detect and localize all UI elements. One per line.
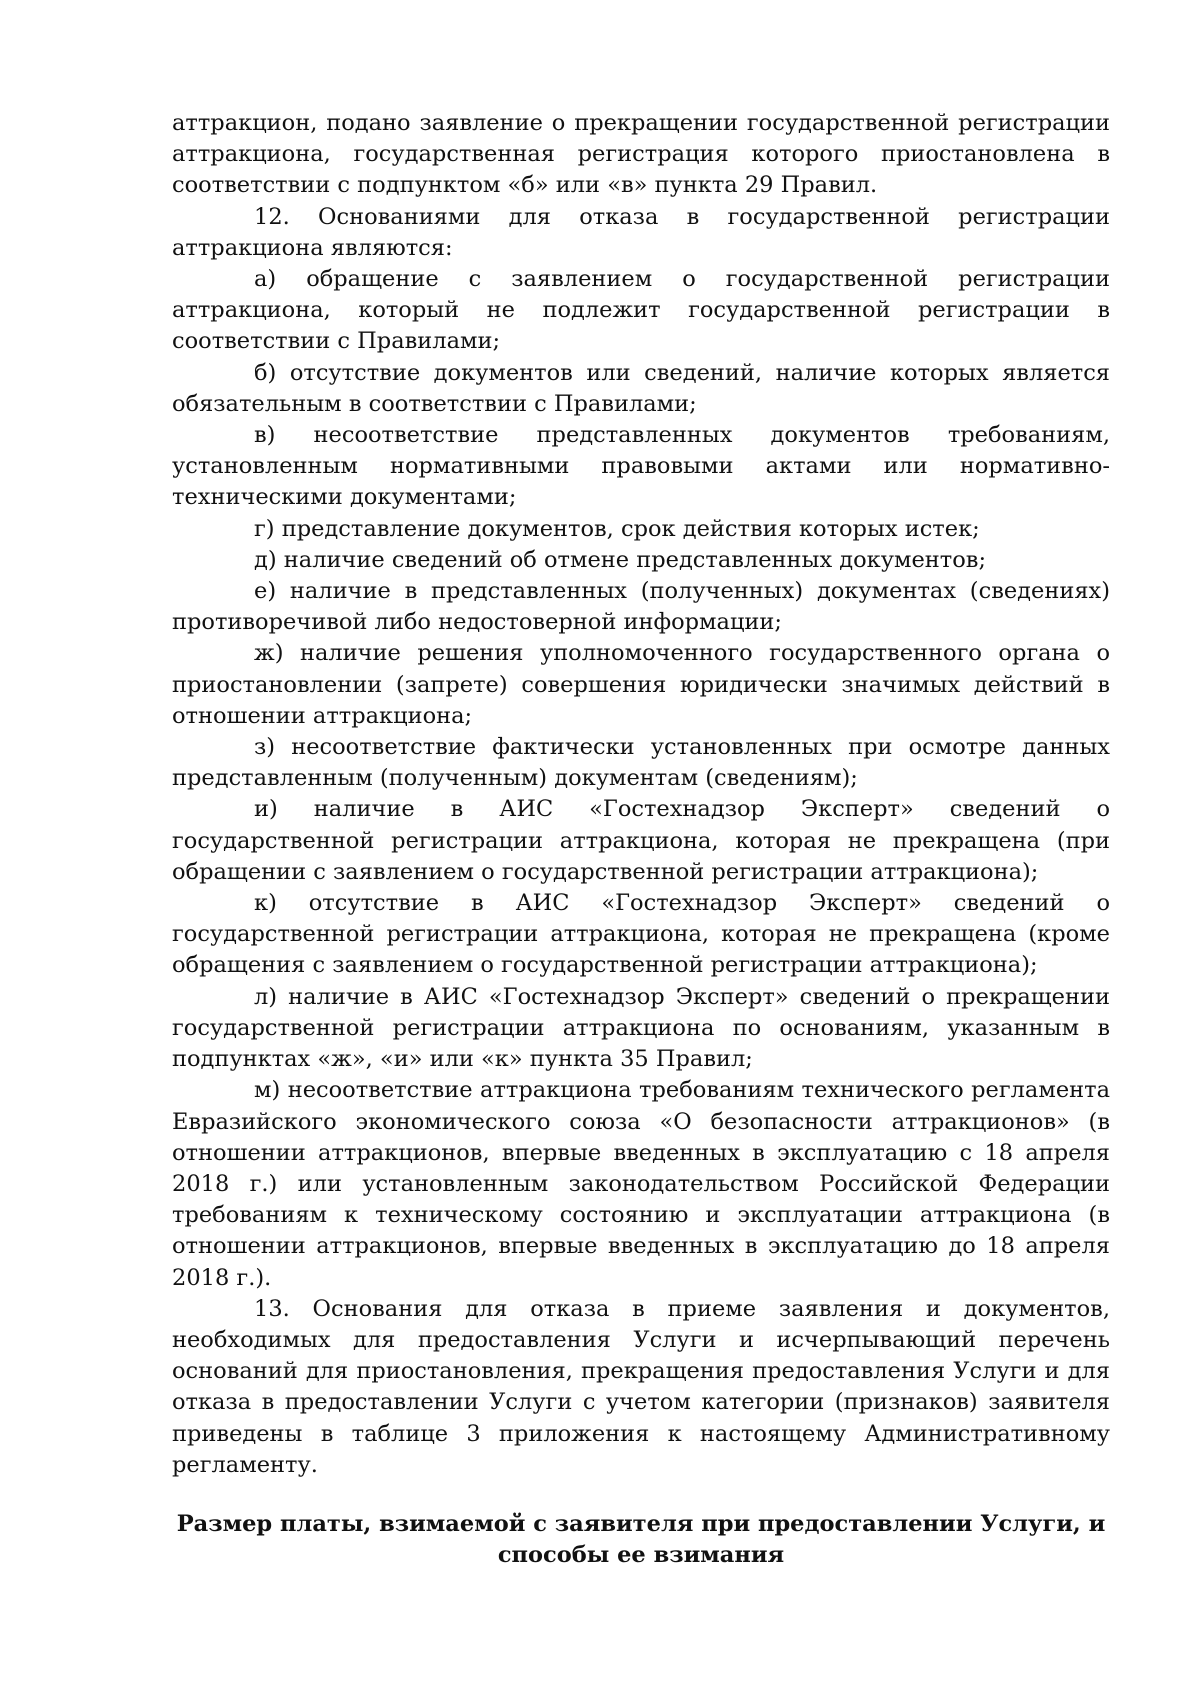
paragraph-continuation: аттракцион, подано заявление о прекращении государственной регистрации аттракциона, государственная регистрация которого приостановлена в соответствии с подпунктом «б» или «в» пункта 29 Правил. bbox=[172, 110, 1110, 199]
paragraph-item-12k: к) отсутствие в АИС «Гостехнадзор Эксперт» сведений о государственной регистрации аттракциона, которая не прекращена (кроме обращения с заявлением о государственной регистрации аттракциона); bbox=[172, 890, 1110, 979]
paragraph-item-12z: з) несоответствие фактически установленных при осмотре данных представленным (полученным) документам (сведениям); bbox=[172, 734, 1110, 792]
paragraph-item-12i: и) наличие в АИС «Гостехнадзор Эксперт» сведений о государственной регистрации аттракциона, которая не прекращена (при обращении с заявлением о государственной регистрации аттракциона); bbox=[172, 796, 1110, 885]
section-heading bbox=[172, 1509, 1110, 1571]
section-heading-line-2: способы ее взимания bbox=[497, 1541, 785, 1568]
paragraph-item-12g: г) представление документов, срок действия которых истек; bbox=[254, 515, 980, 542]
paragraph-item-12e: е) наличие в представленных (полученных) документах (сведениях) противоречивой либо недостоверной информации; bbox=[172, 578, 1110, 636]
section-heading-line-1: Размер платы, взимаемой с заявителя при предоставлении Услуги, и bbox=[176, 1510, 1106, 1537]
paragraph-item-12m: м) несоответствие аттракциона требованиям технического регламента Евразийского экономического союза «О безопасности аттракционов» (в отношении аттракционов, впервые введенных в эксплуатацию с 18 апреля 2018 г.) или установленным законодательством Российской Федерации требованиям к техническому состоянию и эксплуатации аттракциона (в отношении аттракционов, впервые введенных в эксплуатацию до 18 апреля 2018 г.). bbox=[172, 1077, 1110, 1291]
paragraph-item-12b: б) отсутствие документов или сведений, наличие которых является обязательным в соответствии с Правилами; bbox=[172, 359, 1110, 417]
paragraph-item-12: 12. Основаниями для отказа в государственной регистрации аттракциона являются: bbox=[172, 203, 1110, 261]
paragraph-item-13: 13. Основания для отказа в приеме заявления и документов, необходимых для предоставления Услуги и исчерпывающий перечень оснований для приостановления, прекращения предоставления Услуги и для отказа в предоставлении Услуги с учетом категории (признаков) заявителя приведены в таблице 3 приложения к настоящему Административному регламенту. bbox=[172, 1295, 1110, 1478]
paragraph-item-12v: в) несоответствие представленных документов требованиям, установленным нормативными правовыми актами или нормативно-техническими документами; bbox=[172, 422, 1110, 511]
paragraph-item-12l: л) наличие в АИС «Гостехнадзор Эксперт» сведений о прекращении государственной регистрации аттракциона по основаниям, указанным в подпунктах «ж», «и» или «к» пункта 35 Правил; bbox=[172, 983, 1110, 1073]
document-page bbox=[172, 108, 1110, 1571]
paragraph-item-12zh: ж) наличие решения уполномоченного государственного органа о приостановлении (запрете) совершения юридически значимых действий в отношении аттракциона; bbox=[172, 640, 1110, 729]
paragraph-item-12a: а) обращение с заявлением о государственной регистрации аттракциона, который не подлежит государственной регистрации в соответствии с Правилами; bbox=[172, 266, 1110, 355]
paragraph-item-12d: д) наличие сведений об отмене представленных документов; bbox=[254, 546, 987, 573]
